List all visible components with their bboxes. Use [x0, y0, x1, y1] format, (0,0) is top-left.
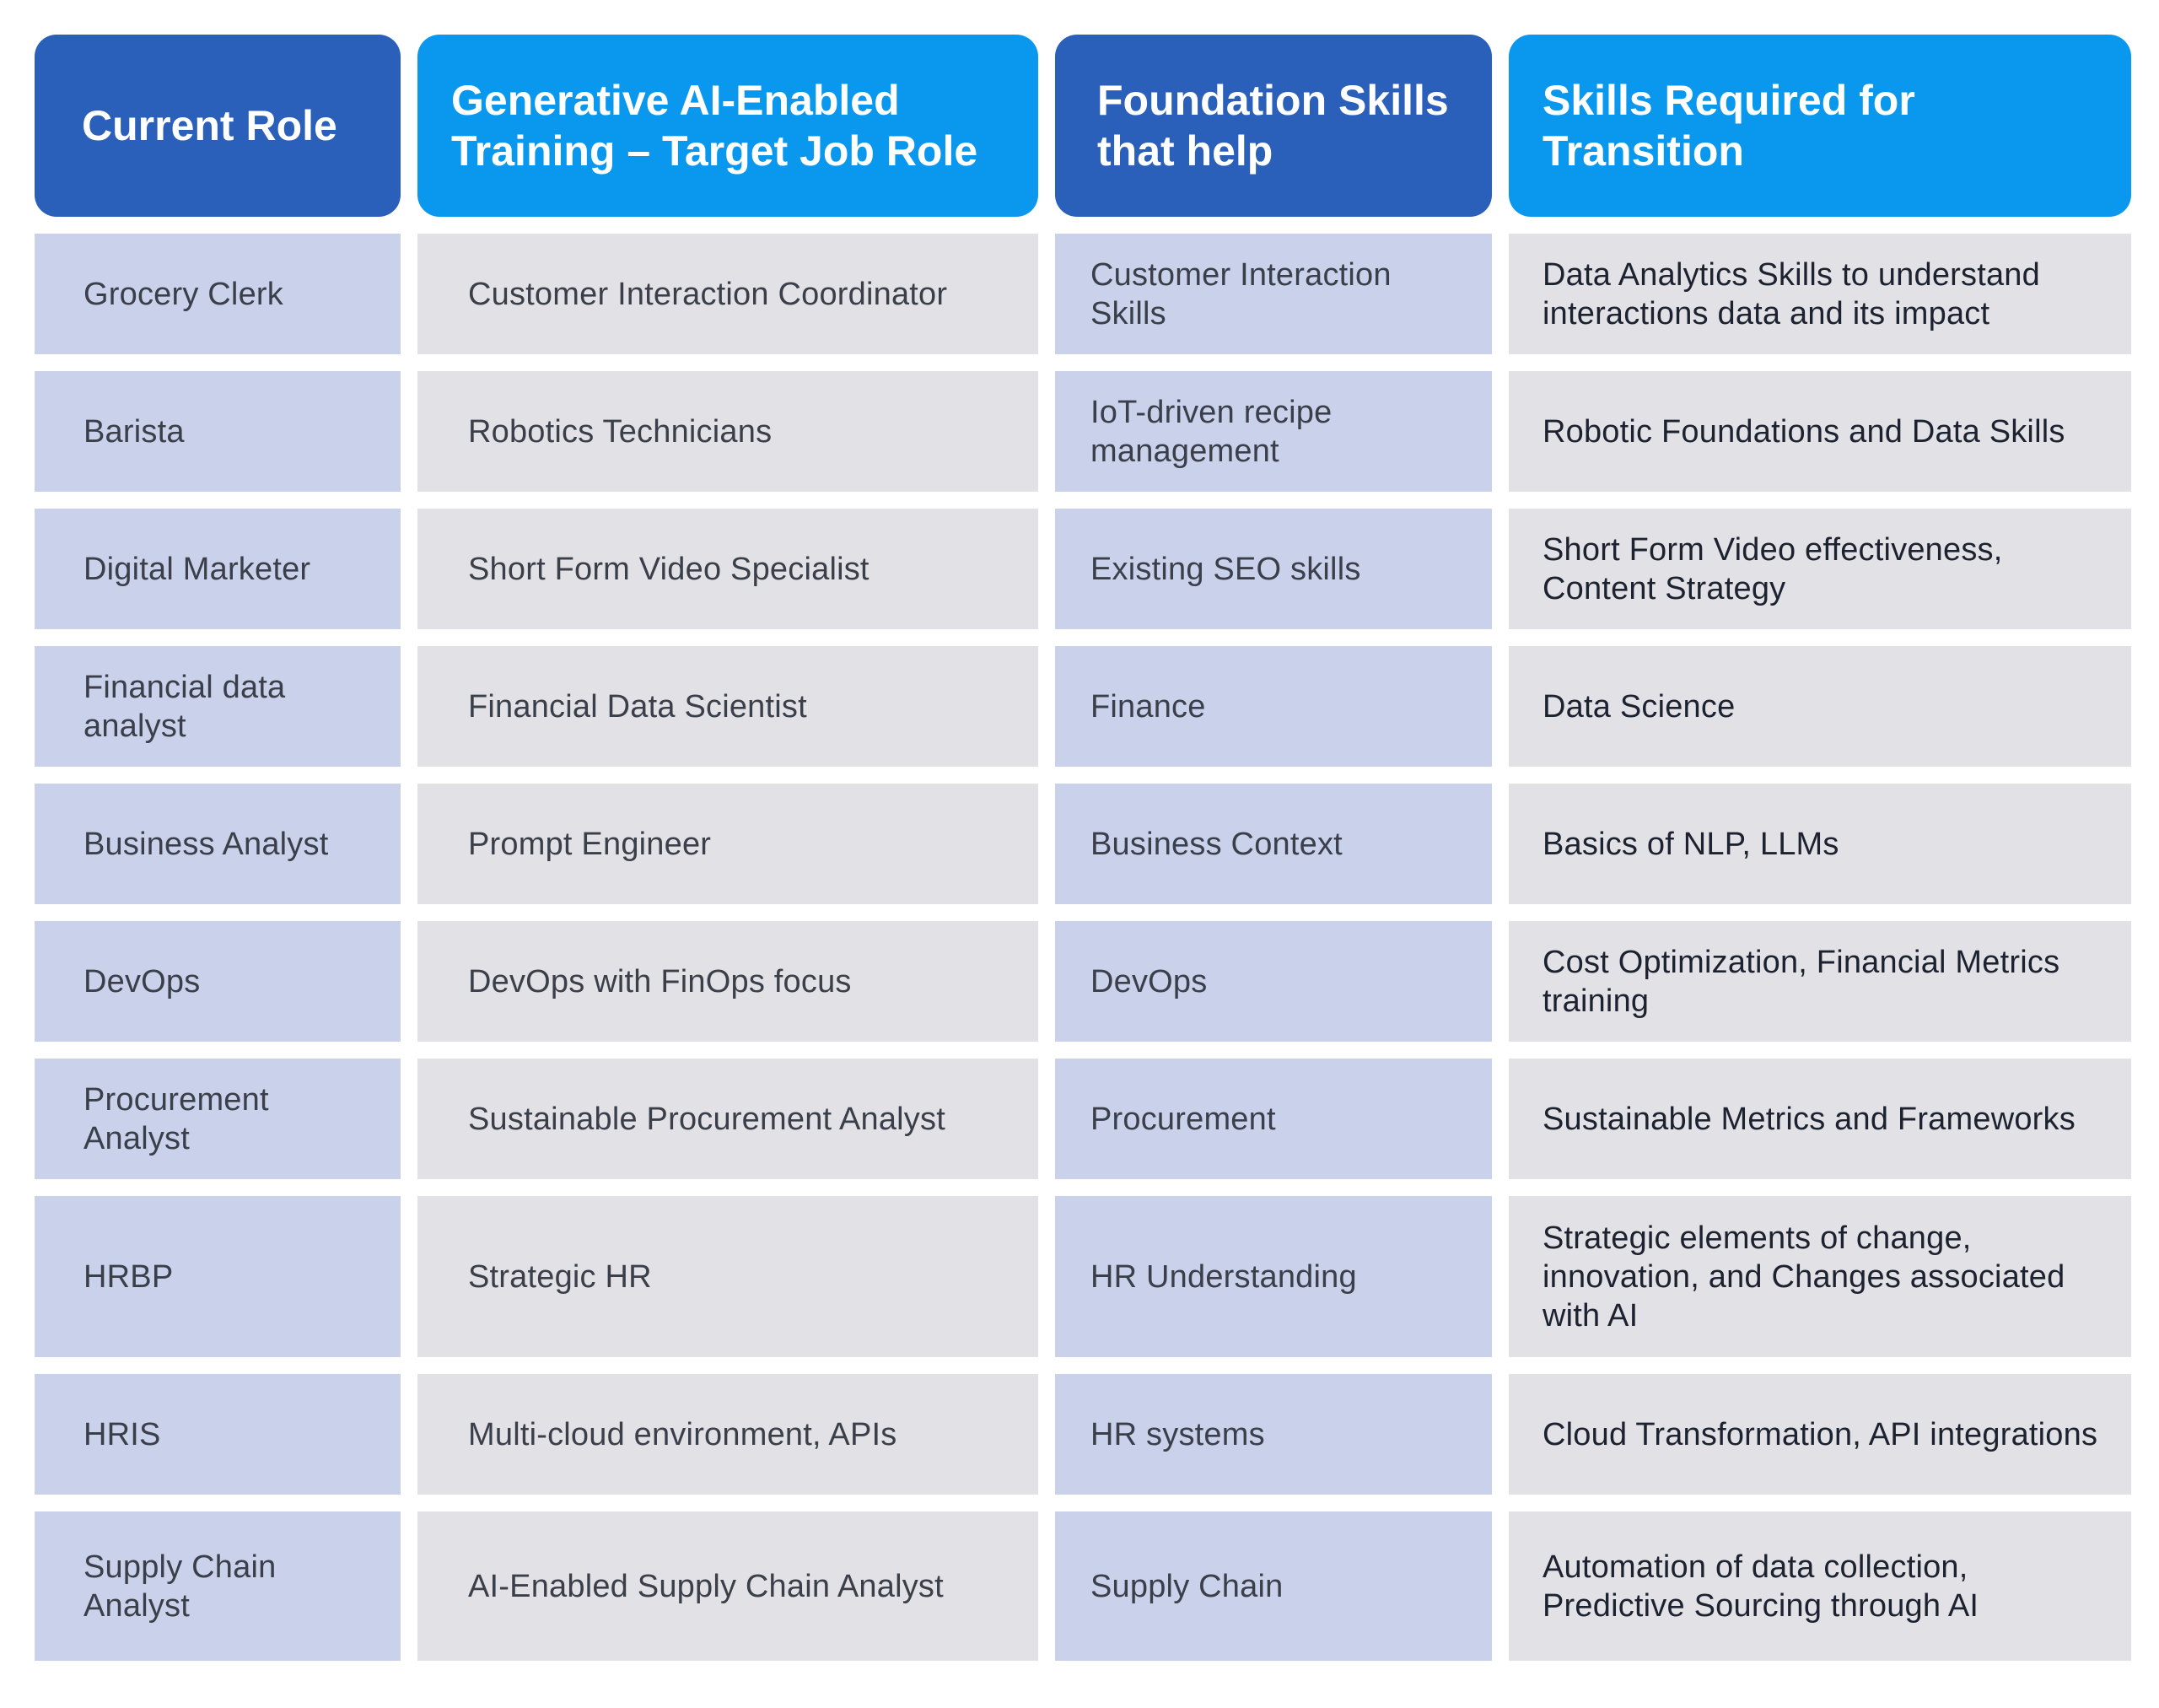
foundation-skills-cell: HR Understanding: [1055, 1196, 1492, 1357]
table-row: [35, 784, 2131, 904]
table-row: [35, 1374, 2131, 1495]
table-row: [35, 1511, 2131, 1661]
header-target-job-role: Generative AI-Enabled Training – Target Job Role: [417, 35, 1038, 217]
career-transition-table: [35, 35, 2128, 1678]
foundation-skills-cell: DevOps: [1055, 921, 1492, 1042]
current-role-cell: Business Analyst: [35, 784, 401, 904]
current-role-cell: Procurement Analyst: [35, 1059, 401, 1179]
table-row: [35, 1059, 2131, 1179]
required-skills-cell: Data Analytics Skills to understand interactions data and its impact: [1509, 234, 2131, 354]
foundation-skills-cell: Existing SEO skills: [1055, 509, 1492, 629]
header-foundation-skills: Foundation Skills that help: [1055, 35, 1492, 217]
foundation-skills-cell: Supply Chain: [1055, 1511, 1492, 1661]
current-role-cell: HRBP: [35, 1196, 401, 1357]
current-role-cell: Supply Chain Analyst: [35, 1511, 401, 1661]
target-role-cell: Prompt Engineer: [417, 784, 1038, 904]
target-role-cell: DevOps with FinOps focus: [417, 921, 1038, 1042]
required-skills-cell: Cost Optimization, Financial Metrics training: [1509, 921, 2131, 1042]
table-row: [35, 646, 2131, 767]
target-role-cell: Robotics Technicians: [417, 371, 1038, 492]
table-row: [35, 371, 2131, 492]
required-skills-cell: Robotic Foundations and Data Skills: [1509, 371, 2131, 492]
target-role-cell: Sustainable Procurement Analyst: [417, 1059, 1038, 1179]
current-role-cell: Digital Marketer: [35, 509, 401, 629]
required-skills-cell: Basics of NLP, LLMs: [1509, 784, 2131, 904]
table-row: [35, 921, 2131, 1042]
table-row: [35, 509, 2131, 629]
current-role-cell: Grocery Clerk: [35, 234, 401, 354]
header-current-role: Current Role: [35, 35, 401, 217]
target-role-cell: Short Form Video Specialist: [417, 509, 1038, 629]
required-skills-cell: Data Science: [1509, 646, 2131, 767]
required-skills-cell: Strategic elements of change, innovation, and Changes associated with AI: [1509, 1196, 2131, 1357]
current-role-cell: Financial data analyst: [35, 646, 401, 767]
foundation-skills-cell: Business Context: [1055, 784, 1492, 904]
required-skills-cell: Cloud Transformation, API integrations: [1509, 1374, 2131, 1495]
target-role-cell: Strategic HR: [417, 1196, 1038, 1357]
target-role-cell: Customer Interaction Coordinator: [417, 234, 1038, 354]
table-row: [35, 1196, 2131, 1357]
current-role-cell: DevOps: [35, 921, 401, 1042]
target-role-cell: Multi-cloud environment, APIs: [417, 1374, 1038, 1495]
foundation-skills-cell: Customer Interaction Skills: [1055, 234, 1492, 354]
current-role-cell: HRIS: [35, 1374, 401, 1495]
current-role-cell: Barista: [35, 371, 401, 492]
required-skills-cell: Sustainable Metrics and Frameworks: [1509, 1059, 2131, 1179]
table-row: [35, 234, 2131, 354]
foundation-skills-cell: Procurement: [1055, 1059, 1492, 1179]
required-skills-cell: Short Form Video effectiveness, Content Strategy: [1509, 509, 2131, 629]
table-body: [35, 234, 2131, 1678]
required-skills-cell: Automation of data collection, Predictive Sourcing through AI: [1509, 1511, 2131, 1661]
target-role-cell: AI-Enabled Supply Chain Analyst: [417, 1511, 1038, 1661]
foundation-skills-cell: Finance: [1055, 646, 1492, 767]
target-role-cell: Financial Data Scientist: [417, 646, 1038, 767]
foundation-skills-cell: HR systems: [1055, 1374, 1492, 1495]
header-skills-required: Skills Required for Transition: [1509, 35, 2131, 217]
foundation-skills-cell: IoT-driven recipe management: [1055, 371, 1492, 492]
